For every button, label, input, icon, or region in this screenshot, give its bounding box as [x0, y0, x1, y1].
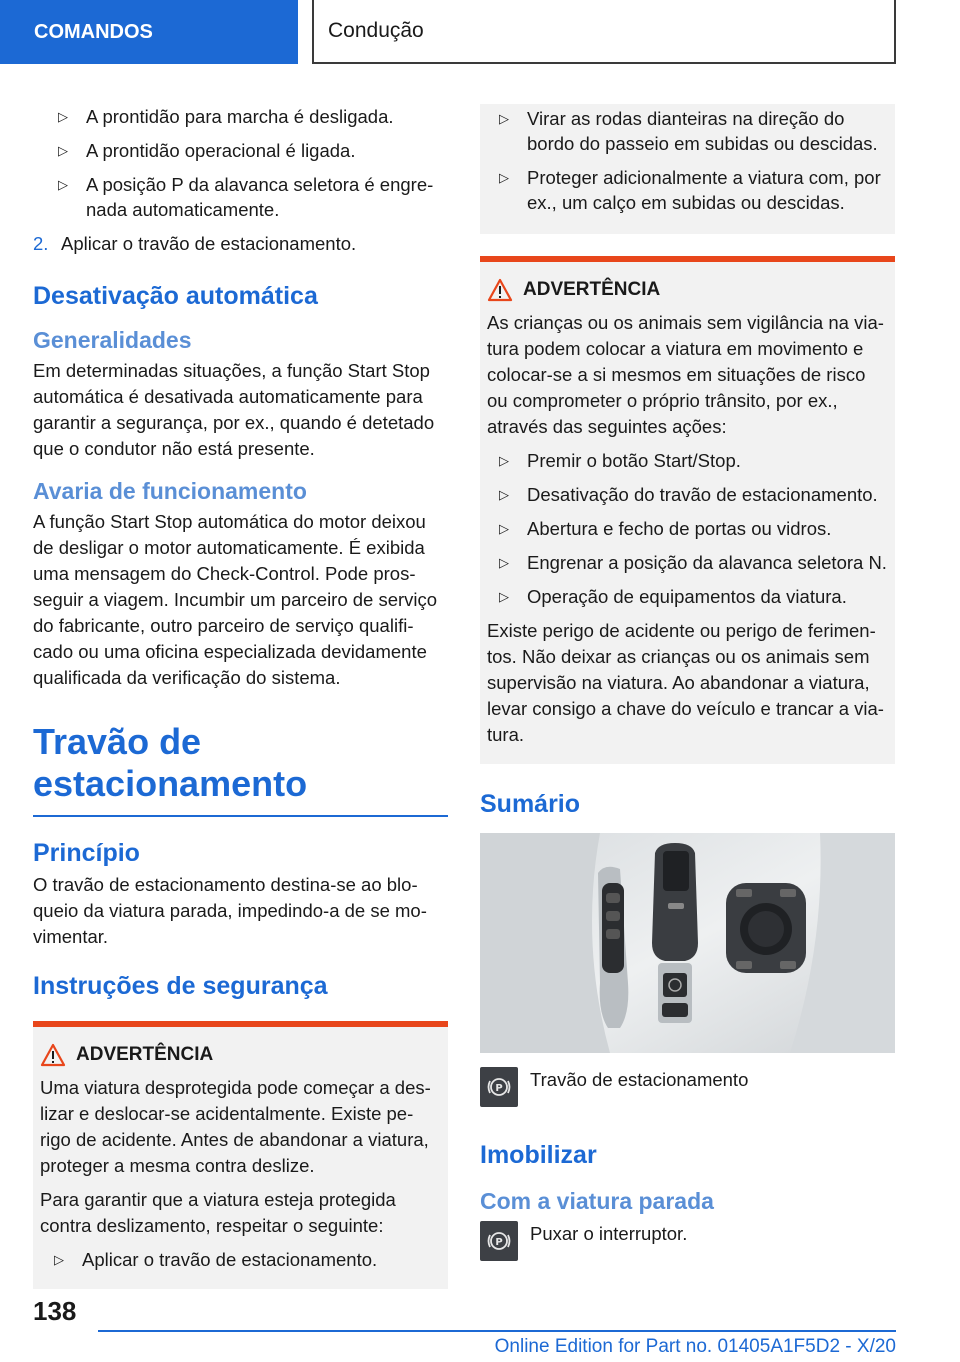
triangle-bullet-icon: ▷ — [54, 1252, 64, 1267]
paragraph-general: Em determinadas situações, a função Start Stop automática é desativada automaticamente para garantir a segurança, por ex., quando é detetado que o condutor não está presente. — [33, 360, 435, 459]
paragraph-fault: A função Start Stop automática do motor deixou de desligar o motor automaticamente. É exibida uma mensagem do Check-Control. Pode pros-seguir a viagem. Incumbir um parceiro de serviço do fabricante, outro parceiro de serviço qualifi-cado ou uma oficina especializada devidamente qualificada da verificação do sistema. — [33, 511, 438, 688]
numbered-step: 2. Aplicar o travão de estacionamento. — [33, 233, 357, 254]
parking-brake-button-icon — [480, 1221, 518, 1261]
list-item: ▷ A posição P da alavanca seletora é engre-nada automaticamente. — [58, 174, 434, 220]
heading-vehicle-stopped: Com a viatura parada — [480, 1188, 714, 1214]
page-number: 138 — [33, 1296, 77, 1326]
caption-row — [480, 1067, 895, 1107]
console-illustration — [480, 833, 895, 1053]
heading-general: Generalidades — [33, 327, 192, 353]
list-item: ▷ Premir o botão Start/Stop. — [499, 450, 741, 471]
section-label: COMANDOS — [34, 20, 153, 43]
svg-text:P: P — [495, 1083, 503, 1094]
triangle-bullet-icon: ▷ — [58, 109, 68, 124]
triangle-bullet-icon: ▷ — [499, 555, 509, 570]
heading-fault: Avaria de funcionamento — [33, 478, 307, 504]
list-item: ▷ Proteger adicionalmente a viatura com, por ex., um calço em subidas ou descidas. — [499, 167, 881, 213]
warning-title: ADVERTÊNCIA — [487, 278, 888, 302]
warning-paragraph: Uma viatura desprotegida pode começar a des-lizar e deslocar-se acidentalmente. Existe pe-rigo de acidente. Antes de abandonar a viatura, proteger a mesma contra deslize. — [40, 1077, 431, 1176]
warning-triangle-icon — [487, 278, 513, 302]
warning-paragraph: Para garantir que a viatura esteja protegida contra deslizamento, respeitar o seguinte: — [40, 1189, 396, 1236]
heading-parking-brake: Travão de estacionamento — [33, 721, 448, 817]
warning-paragraph: As crianças ou os animais sem vigilância na via-tura podem colocar a viatura em movimento e colocar-se a si mesmos em situações de risco ou comprometer o próprio trânsito, por ex., através das seguintes ações: — [487, 312, 884, 437]
parking-brake-photo — [480, 833, 895, 1053]
photo-caption: Travão de estacionamento — [530, 1069, 749, 1090]
triangle-bullet-icon: ▷ — [499, 589, 509, 604]
triangle-bullet-icon: ▷ — [499, 521, 509, 536]
list-item: ▷ A prontidão para marcha é desligada. — [58, 106, 394, 127]
warning-title: ADVERTÊNCIA — [40, 1043, 441, 1067]
warning-box — [33, 1021, 448, 1289]
triangle-bullet-icon: ▷ — [58, 177, 68, 192]
info-box — [480, 104, 895, 234]
warning-triangle-icon — [40, 1043, 66, 1067]
list-item: ▷ Engrenar a posição da alavanca seletora N. — [499, 552, 887, 573]
list-item: ▷ Virar as rodas dianteiras na direção do bordo do passeio em subidas ou descidas. — [499, 108, 878, 154]
chapter-tab — [312, 0, 896, 64]
triangle-bullet-icon: ▷ — [499, 111, 509, 126]
list-item: ▷ Desativação do travão de estacionamento. — [499, 484, 878, 505]
list-item: ▷ Operação de equipamentos da viatura. — [499, 586, 847, 607]
heading-auto-deactivation: Desativação automática — [33, 282, 318, 310]
parking-brake-button-icon — [480, 1067, 518, 1107]
section-tab — [0, 0, 298, 64]
chapter-label: Condução — [328, 19, 424, 42]
heading-principle: Princípio — [33, 839, 140, 867]
triangle-bullet-icon: ▷ — [499, 170, 509, 185]
warning-paragraph: Existe perigo de acidente ou perigo de ferimen-tos. Não deixar as crianças ou os animais sem supervisão na viatura. Ao abandonar a viatura, levar consigo a chave do veículo e trancar a via-tura. — [487, 620, 884, 745]
paragraph-principle: O travão de estacionamento destina-se ao blo-queio da viatura parada, impedindo-a de se mo-vimentar. — [33, 874, 427, 947]
triangle-bullet-icon: ▷ — [499, 487, 509, 502]
triangle-bullet-icon: ▷ — [58, 143, 68, 158]
right-column — [480, 104, 895, 1261]
list-item: ▷ Aplicar o travão de estacionamento. — [54, 1249, 378, 1270]
footer-edition: Online Edition for Part no. 01405A1F5D2 - X/20 — [494, 1336, 896, 1357]
instruction-row — [480, 1221, 895, 1261]
left-column — [33, 104, 448, 1289]
list-item: ▷ Abertura e fecho de portas ou vidros. — [499, 518, 832, 539]
triangle-bullet-icon: ▷ — [499, 453, 509, 468]
heading-safety: Instruções de segurança — [33, 972, 328, 1000]
heading-immobilize: Imobilizar — [480, 1141, 597, 1169]
svg-text:P: P — [495, 1237, 503, 1248]
list-item: ▷ A prontidão operacional é ligada. — [58, 140, 356, 161]
instruction-text: Puxar o interruptor. — [530, 1223, 688, 1244]
heading-summary: Sumário — [480, 790, 581, 818]
warning-box — [480, 256, 895, 764]
footer-divider — [98, 1330, 896, 1332]
